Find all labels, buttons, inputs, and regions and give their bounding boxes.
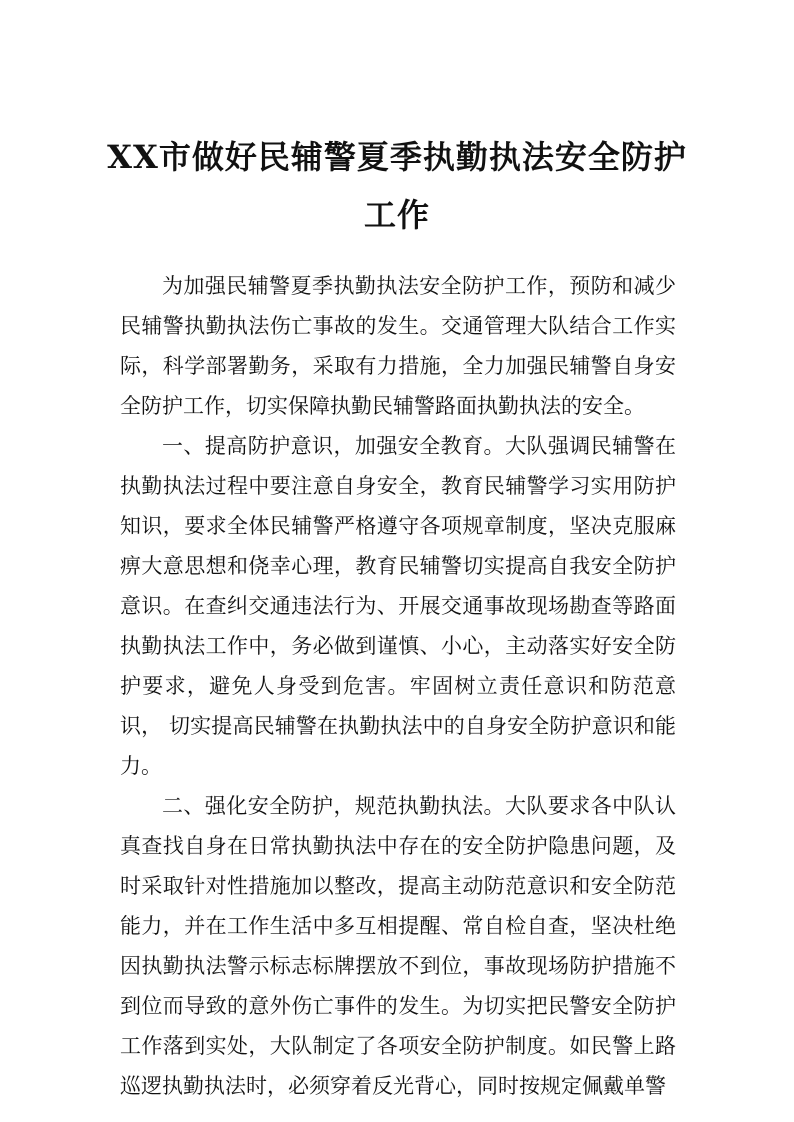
document-title: XX市做好民辅警夏季执勤执法安全防护工作 bbox=[107, 138, 687, 234]
document-body bbox=[120, 266, 676, 1106]
paragraph-intro: 为加强民辅警夏季执勤执法安全防护工作，预防和减少民辅警执勤执法伤亡事故的发生。交通管理大队结合工作实际，科学部署勤务，采取有力措施，全力加强民辅警自身安全防护工作，切实保障执勤民辅警路面执勤执法的安全。 bbox=[120, 274, 676, 418]
paragraph-section-2: 二、强化安全防护，规范执勤执法。大队要求各中队认真查找自身在日常执勤执法中存在的安全防护隐患问题，及时采取针对性措施加以整改，提高主动防范意识和安全防范能力，并在工作生活中多互相提醒、常自检自查，坚决杜绝因执勤执法警示标志标牌摆放不到位，事故现场防护措施不到位而导致的意外伤亡事件的发生。为切实把民警安全防护工作落到实处，大队制定了各项安全防护制度。如民警上路巡逻执勤执法时，必须穿着反光背心，同时按规定佩戴单警 bbox=[120, 794, 676, 1098]
paragraph-section-1: 一、提高防护意识，加强安全教育。大队强调民辅警在执勤执法过程中要注意自身安全，教育民辅警学习实用防护知识，要求全体民辅警严格遵守各项规章制度，坚决克服麻痹大意思想和侥幸心理，教育民辅警切实提高自我安全防护意识。在查纠交通违法行为、开展交通事故现场勘查等路面执勤执法工作中，务必做到谨慎、小心，主动落实好安全防护要求，避免人身受到危害。牢固树立责任意识和防范意识， 切实提高民辅警在执勤执法中的自身安全防护意识和能力。 bbox=[120, 434, 676, 778]
